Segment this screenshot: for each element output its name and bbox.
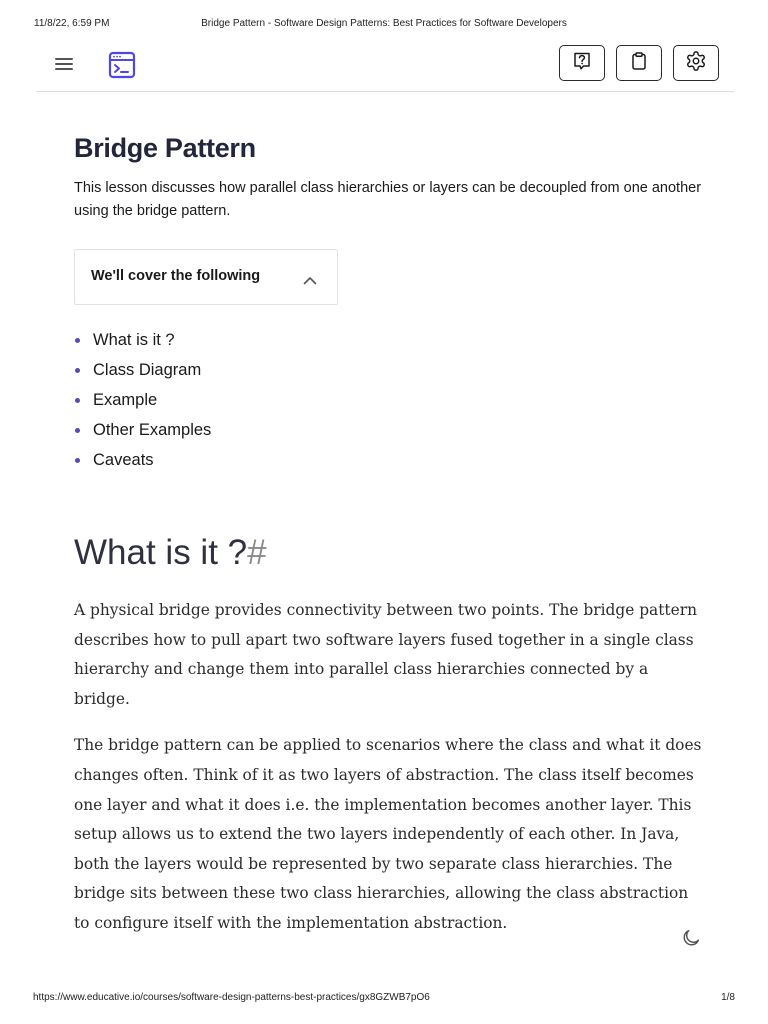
section-heading (74, 532, 704, 574)
print-url: https://www.educative.io/courses/software-design-patterns-best-practices/gx8GZWB7pO6 (33, 992, 430, 1003)
chevron-up-icon[interactable] (303, 272, 317, 290)
section-heading-text: What is it ? (74, 533, 248, 572)
moon-icon[interactable] (680, 927, 702, 949)
toc-item-other-examples[interactable]: Other Examples (93, 415, 704, 445)
section-paragraph: The bridge pattern can be applied to scenarios where the class and what it does changes often. Think of it as two layers of abstraction. The class itself becomes one layer and what it does i.e. the implementation becomes another layer. This setup allows us to extend the two layers independently of each other. In Java, both the layers would be represented by two separate class hierarchies. The bridge sits between these two class hierarchies, allowing the class abstraction to configure itself with the implementation abstraction. (74, 736, 702, 932)
lesson-content (74, 92, 704, 939)
terminal-icon[interactable] (108, 51, 136, 79)
toc-item-caveats[interactable]: Caveats (93, 445, 704, 475)
clipboard-icon (629, 51, 649, 76)
section-paragraph: A physical bridge provides connectivity between two points. The bridge pattern describes how to pull apart two software layers fused together in a single class hierarchy and change them into parallel class hierarchies connected by a bridge. (74, 601, 697, 708)
gear-icon (685, 50, 707, 77)
question-icon (572, 51, 592, 76)
cover-following-label: We'll cover the following (91, 268, 261, 284)
table-of-contents (74, 325, 704, 475)
hamburger-menu-icon[interactable] (54, 55, 76, 75)
print-header (0, 18, 768, 32)
print-date: 11/8/22, 6:59 PM (34, 18, 110, 29)
cover-following-toggle[interactable] (74, 249, 338, 305)
top-navigation-bar (36, 44, 734, 92)
settings-button[interactable] (673, 45, 719, 81)
ask-question-button[interactable] (559, 45, 605, 81)
notes-button[interactable] (616, 45, 662, 81)
heading-anchor-link[interactable]: # (247, 533, 267, 572)
lesson-description: This lesson discusses how parallel class hierarchies or layers can be decoupled from one another using the bridge pattern. (74, 180, 702, 219)
toc-item-example[interactable]: Example (93, 385, 704, 415)
lesson-title: Bridge Pattern (74, 133, 256, 163)
toc-item-class-diagram[interactable]: Class Diagram (93, 355, 704, 385)
print-page-title: Bridge Pattern - Software Design Patterns: Best Practices for Software Developers (201, 18, 567, 29)
toc-item-what-is-it[interactable]: What is it ? (93, 325, 704, 355)
print-page-number: 1/8 (721, 992, 735, 1003)
